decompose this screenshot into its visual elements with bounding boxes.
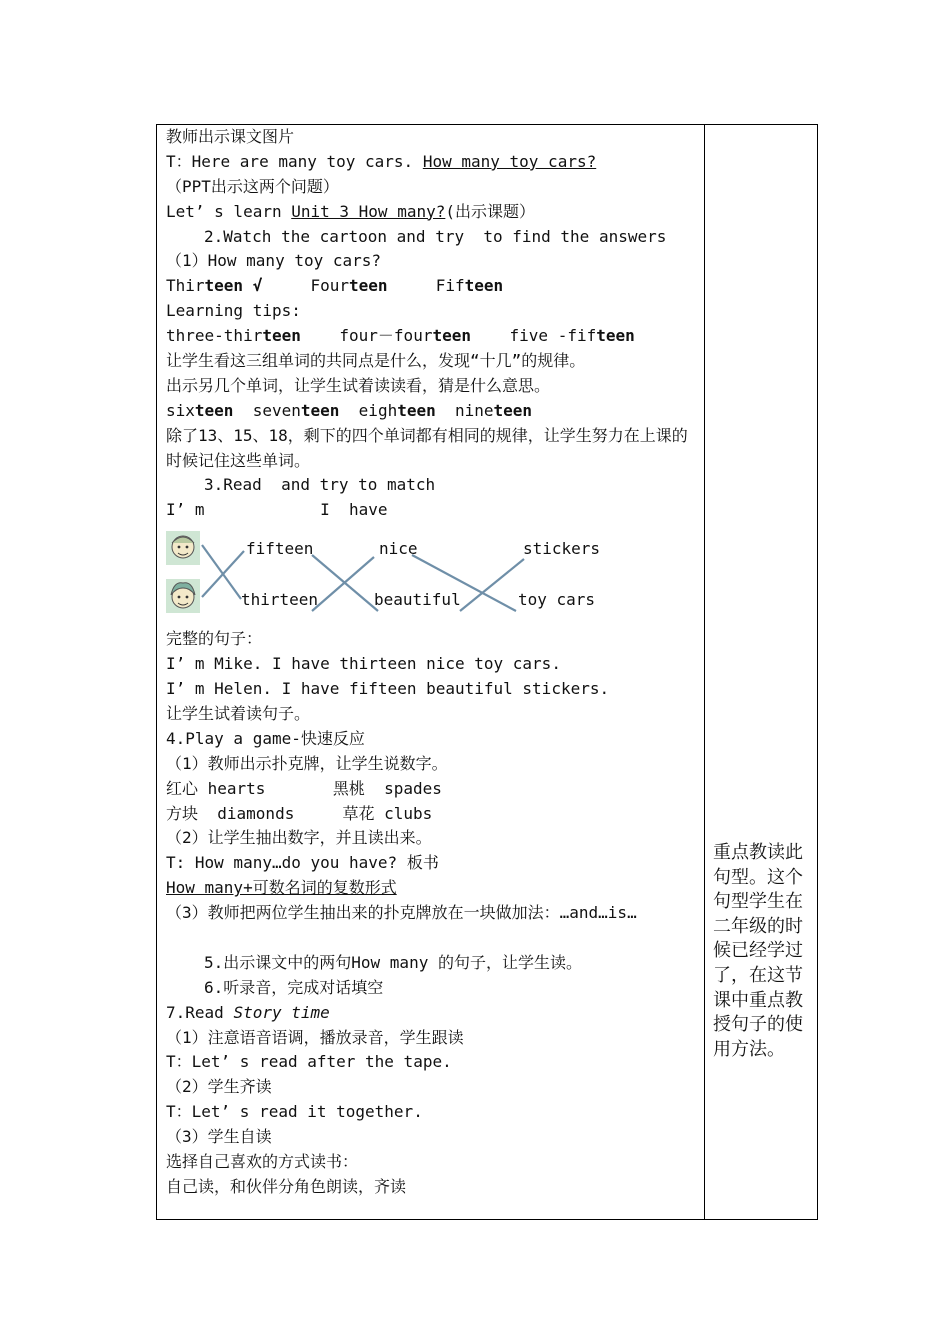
line: I’ m I have (166, 500, 388, 520)
line: 选择自己喜欢的方式读书： (166, 1151, 359, 1171)
match-line (202, 551, 244, 597)
match-word: toy cars (518, 590, 596, 610)
line: 自己读，和伙伴分角色朗读，齐读 (166, 1176, 407, 1196)
line: I’ m Mike. I have thirteen nice toy cars. (166, 654, 561, 674)
line: （3）教师把两位学生抽出来的扑克牌放在一块做加法：…and…is… (166, 903, 637, 923)
word-list: sixteen seventeen eighteen nineteen (166, 400, 533, 420)
line: 出示另几个单词，让学生试着读读看，猜是什么意思。 (166, 375, 551, 395)
match-word: thirteen (241, 590, 319, 610)
answer-options: Thirteen √ Fourteen Fifteen (166, 276, 504, 296)
lesson-table (156, 124, 818, 1220)
step-heading: 3.Read and try to match (204, 475, 436, 495)
line: 除了13、15、18，剩下的四个单词都有相同的规律，让学生努力在上课的时候记住这些单词。 (166, 425, 688, 470)
lesson-title-line: Let’ s learn Unit 3 How many?(出示课题） (166, 201, 535, 221)
line: T: How many…do you have? 板书 (166, 853, 439, 873)
line: （1）How many toy cars? (166, 251, 382, 271)
line: 让学生看这三组单词的共同点是什么，发现“十几”的规律。 (166, 351, 586, 371)
line: （2）学生齐读 (166, 1077, 272, 1097)
line: （PPT出示这两个问题） (166, 176, 339, 196)
match-word: beautiful (374, 590, 461, 610)
matching-exercise (166, 523, 701, 627)
match-word: fifteen (246, 539, 314, 559)
line: （1）注意语音语调，播放录音，学生跟读 (166, 1027, 464, 1047)
match-line (312, 557, 374, 611)
line: 让学生试着读句子。 (166, 703, 311, 723)
line: （3）学生自读 (166, 1127, 272, 1147)
step-heading: 5.出示课文中的两句How many 的句子，让学生读。 (204, 952, 582, 972)
line: How many+可数名词的复数形式 (166, 878, 397, 898)
line: （2）让学生抽出数字，并且读出来。 (166, 828, 432, 848)
line: T：Let’ s read it together. (166, 1102, 423, 1122)
line: 完整的句子： (166, 629, 263, 649)
match-word: nice (379, 539, 418, 559)
line: T：Here are many toy cars. How many toy cars? (166, 151, 597, 171)
match-word: stickers (523, 539, 601, 559)
word-pairs: three-thirteen four－fourteen five -fifteen (166, 326, 635, 346)
side-note: 重点教读此句型。这个句型学生在二年级的时候已经学过了，在这节课中重点教授句子的使用方法。 (713, 842, 803, 1060)
step-heading: 7.Read Story time (166, 1002, 330, 1022)
step-heading: 6.听录音，完成对话填空 (204, 977, 384, 997)
teaching-procedure-cell (166, 125, 701, 1200)
line: （1）教师出示扑克牌，让学生说数字。 (166, 753, 448, 773)
line: T：Let’ s read after the tape. (166, 1052, 452, 1072)
line: 教师出示课文图片 (166, 127, 295, 146)
step-heading: 2.Watch the cartoon and try to find the answers (204, 226, 667, 246)
line: Learning tips: (166, 301, 301, 321)
step-heading: 4.Play a game-快速反应 (166, 728, 365, 748)
line: 红心 hearts 黑桃 spades (166, 778, 442, 798)
column-divider (704, 125, 705, 1219)
line: I’ m Helen. I have fifteen beautiful stickers. (166, 679, 610, 699)
line: 方块 diamonds 草花 clubs (166, 803, 433, 823)
